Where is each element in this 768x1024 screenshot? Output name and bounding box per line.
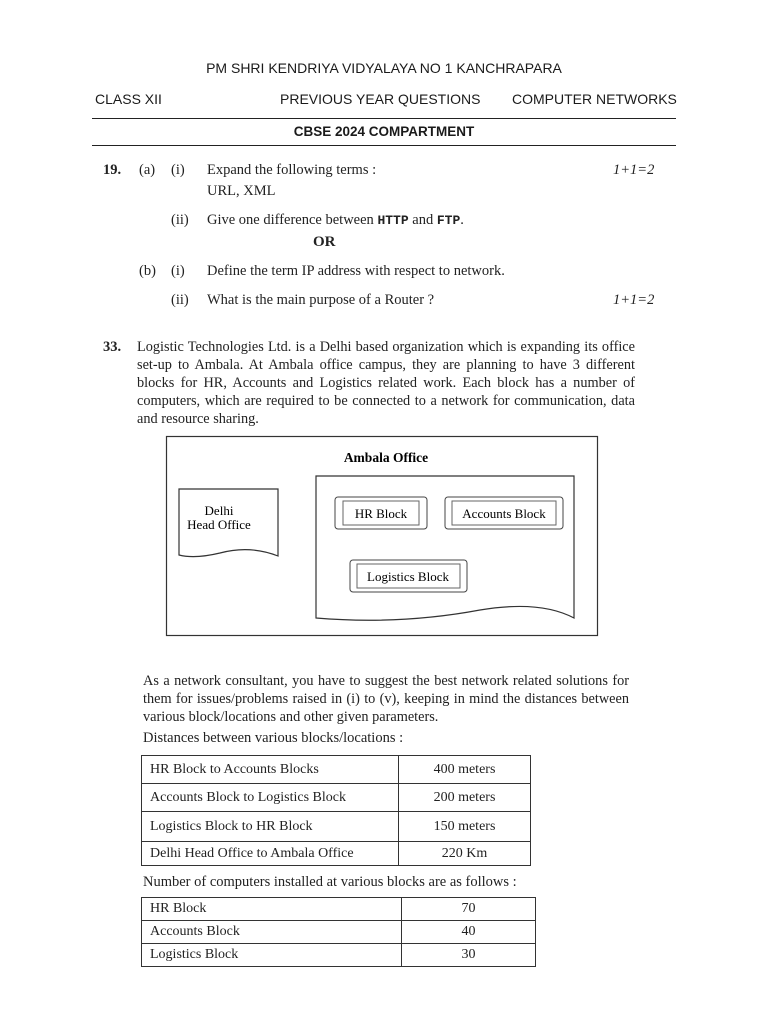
delhi-label: Head Office xyxy=(187,517,251,532)
school-name: PM SHRI KENDRIYA VIDYALAYA NO 1 KANCHRAPARA xyxy=(206,60,562,76)
subpart-label: (i) xyxy=(171,263,185,279)
computers-label: Number of computers installed at various blocks are as follows : xyxy=(143,874,517,890)
table-row xyxy=(142,842,531,866)
table-row xyxy=(142,784,531,812)
cell: Accounts Block to Logistics Block xyxy=(142,784,399,812)
cell: 30 xyxy=(402,944,536,967)
question-text: What is the main purpose of a Router ? xyxy=(207,292,435,308)
doc-type: PREVIOUS YEAR QUESTIONS xyxy=(280,91,481,107)
question-number: 19. xyxy=(103,162,122,178)
question-text: URL, XML xyxy=(207,183,276,199)
subpart-label: (ii) xyxy=(171,212,189,228)
text: . xyxy=(460,212,464,228)
logistics-block: Logistics Block xyxy=(367,569,449,584)
cell: 70 xyxy=(402,898,536,921)
cell: Accounts Block xyxy=(142,921,402,944)
table-row xyxy=(142,756,531,784)
cell: Delhi Head Office to Ambala Office xyxy=(142,842,399,866)
table-row xyxy=(142,921,536,944)
subpart-label: (i) xyxy=(171,162,185,178)
distances-table xyxy=(141,755,531,866)
cell: 150 meters xyxy=(399,812,531,842)
ambala-office-shape xyxy=(316,476,574,620)
question-intro: Logistic Technologies Ltd. is a Delhi based organization which is expanding its office set-up to Ambala. At Ambala office campus, they are planning to have 3 different blocks for HR, Accounts and Logistics related work. Each block has a number of computers, which are required to be connected to a network for communication, data and resource sharing. xyxy=(137,339,635,427)
table-row xyxy=(142,944,536,967)
term: FTP xyxy=(436,213,461,228)
question-text: Expand the following terms : xyxy=(207,162,377,178)
computers-table xyxy=(141,897,536,967)
marks: 1+1=2 xyxy=(613,162,655,178)
text: Give one difference between xyxy=(207,212,378,228)
exam-title: CBSE 2024 COMPARTMENT xyxy=(293,124,475,139)
diagram-title: Ambala Office xyxy=(343,450,429,465)
cell: 400 meters xyxy=(399,756,531,784)
consultant-text: As a network consultant, you have to suggest the best network related solutions for them for issues/problems raised in (i) to (v), keeping in mind the distances between various block/locations and other given parameters. xyxy=(143,673,629,725)
accounts-block: Accounts Block xyxy=(462,506,546,521)
delhi-label: Delhi xyxy=(204,503,234,518)
cell: 40 xyxy=(402,921,536,944)
table-row xyxy=(142,812,531,842)
distances-label: Distances between various blocks/locations : xyxy=(143,730,404,746)
cell: Logistics Block to HR Block xyxy=(142,812,399,842)
question-number: 33. xyxy=(103,339,122,355)
part-label: (a) xyxy=(139,162,156,178)
hr-block: HR Block xyxy=(354,506,408,521)
cell: HR Block xyxy=(142,898,402,921)
cell: Logistics Block xyxy=(142,944,402,967)
subject: COMPUTER NETWORKS xyxy=(512,91,677,107)
cell: HR Block to Accounts Blocks xyxy=(142,756,399,784)
term: HTTP xyxy=(377,213,409,228)
or-label: OR xyxy=(313,234,336,250)
text: and xyxy=(408,212,437,228)
cell: 220 Km xyxy=(399,842,531,866)
cell: 200 meters xyxy=(399,784,531,812)
subpart-label: (ii) xyxy=(171,292,189,308)
class-label: CLASS XII xyxy=(95,91,162,107)
question-text: Define the term IP address with respect to network. xyxy=(207,263,505,279)
marks: 1+1=2 xyxy=(613,292,655,308)
table-row xyxy=(142,898,536,921)
part-label: (b) xyxy=(139,263,156,279)
